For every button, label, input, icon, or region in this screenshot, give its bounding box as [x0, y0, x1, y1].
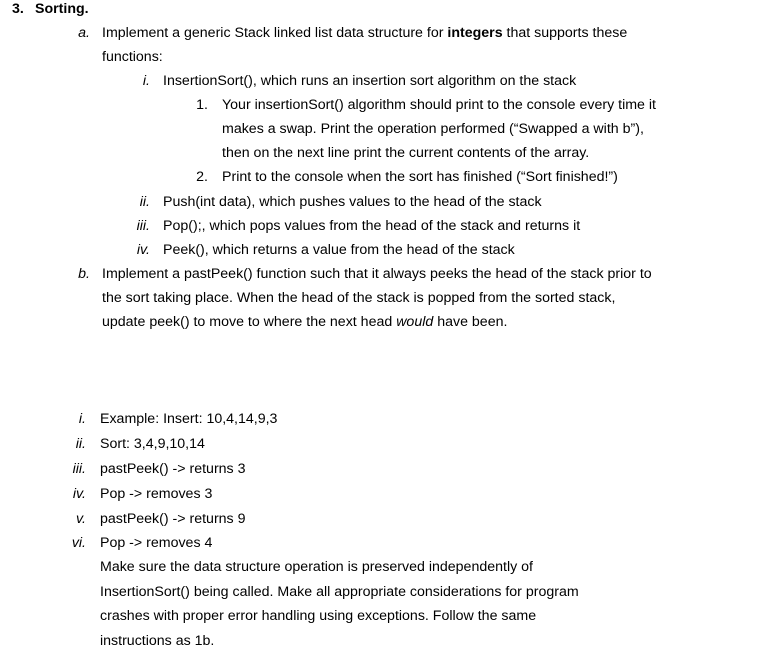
pop-item: Pop();, which pops values from the head of the stack and returns it — [163, 218, 581, 234]
section-number: 3. — [12, 1, 24, 17]
insertion-sort-item: InsertionSort(), which runs an insertion sort algorithm on the stack — [163, 73, 577, 89]
example-pop-2: Pop -> removes 4 — [100, 535, 213, 551]
example-v-marker: v. — [76, 511, 86, 527]
item-iv-marker: iv. — [136, 242, 150, 258]
subitem-2-line-1: Print to the console when the sort has finished (“Sort finished!”) — [222, 169, 618, 185]
example-vi-marker: vi. — [71, 535, 86, 551]
example-sort: Sort: 3,4,9,10,14 — [100, 436, 205, 452]
example-pastpeek-1: pastPeek() -> returns 3 — [100, 461, 246, 477]
part-b-line-3-post: have been. — [433, 314, 508, 330]
part-a-line-1-post: that supports these — [502, 25, 628, 41]
subitem-1-line-2: makes a swap. Print the operation performed (“Swapped a with b”), — [222, 121, 644, 137]
example-iv-marker: iv. — [72, 486, 86, 502]
example-i-marker: i. — [78, 411, 86, 427]
example-iii-marker: iii. — [72, 461, 86, 477]
closing-line-2: InsertionSort() being called. Make all appropriate considerations for program — [100, 584, 579, 600]
closing-line-1: Make sure the data structure operation is preserved independently of — [100, 559, 533, 575]
subitem-1-marker: 1. — [196, 97, 208, 113]
push-item: Push(int data), which pushes values to the head of the stack — [163, 194, 542, 210]
part-b-line-3 — [102, 313, 507, 331]
example-pastpeek-2: pastPeek() -> returns 9 — [100, 511, 246, 527]
closing-line-4: instructions as 1b. — [100, 633, 215, 649]
would-emphasis: would — [396, 314, 434, 330]
part-b-line-1: Implement a pastPeek() function such that it always peeks the head of the stack prior to — [102, 266, 652, 282]
integers-emphasis: integers — [447, 25, 503, 41]
subitem-1-line-1: Your insertionSort() algorithm should print to the console every time it — [222, 97, 656, 113]
subitem-1-line-3: then on the next line print the current contents of the array. — [222, 145, 590, 161]
part-a-line-1 — [102, 24, 627, 42]
example-pop-1: Pop -> removes 3 — [100, 486, 213, 502]
item-ii-marker: ii. — [139, 194, 150, 210]
peek-item: Peek(), which returns a value from the head of the stack — [163, 242, 515, 258]
subitem-2-marker: 2. — [196, 169, 208, 185]
part-b-marker: b. — [78, 266, 90, 282]
example-ii-marker: ii. — [75, 436, 86, 452]
item-i-marker: i. — [142, 73, 150, 89]
example-insert: Example: Insert: 10,4,14,9,3 — [100, 411, 278, 427]
part-a-line-2: functions: — [102, 49, 163, 65]
section-title: Sorting. — [35, 1, 89, 17]
part-a-marker: a. — [78, 25, 90, 41]
item-iii-marker: iii. — [136, 218, 150, 234]
part-b-line-3-pre: update peek() to move to where the next head — [102, 314, 397, 330]
part-a-line-1-pre: Implement a generic Stack linked list data structure for — [102, 25, 448, 41]
closing-line-3: crashes with proper error handling using exceptions. Follow the same — [100, 608, 537, 624]
part-b-line-2: the sort taking place. When the head of the stack is popped from the sorted stack, — [102, 290, 616, 306]
